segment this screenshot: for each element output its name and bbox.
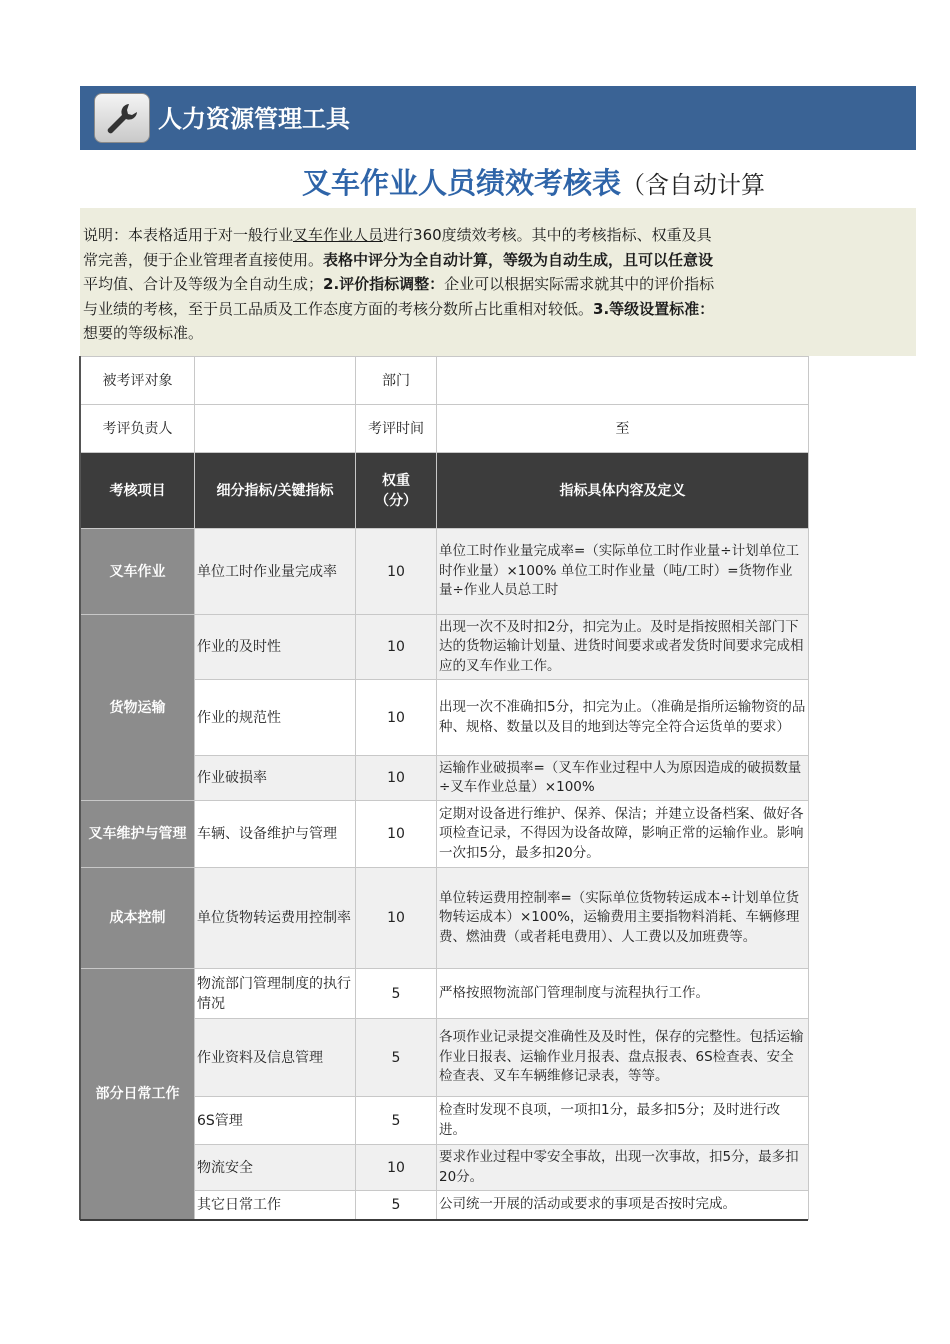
indicator-cell[interactable]: 6S管理: [195, 1097, 356, 1145]
weight-cell[interactable]: 10: [356, 868, 437, 969]
note-part: 常完善，便于企业管理者直接使用。: [83, 250, 324, 269]
banner-title: 人力资源管理工具: [158, 105, 350, 133]
indicator-cell[interactable]: 单位工时作业量完成率: [195, 529, 356, 615]
note-bold: 2.评价指标调整：: [323, 275, 445, 293]
table-row: [81, 969, 809, 1019]
weight-cell[interactable]: 10: [356, 680, 437, 756]
instructions-text: [83, 223, 810, 346]
dept-label: 部门: [356, 357, 437, 405]
info-row: [81, 405, 809, 453]
definition-cell[interactable]: 要求作业过程中零安全事故，出现一次事故，扣5分，最多扣20分。: [437, 1145, 809, 1191]
note-part: 想要的等级标准。: [83, 324, 204, 342]
category-cell: 部分日常工作: [81, 969, 195, 1220]
definition-cell[interactable]: 检查时发现不良项，一项扣1分，最多扣5分；及时进行改进。: [437, 1097, 809, 1145]
header-row: [81, 453, 809, 529]
info-row: [81, 357, 809, 405]
weight-cell[interactable]: 10: [356, 529, 437, 615]
indicator-cell[interactable]: 车辆、设备维护与管理: [195, 801, 356, 868]
subject-label: 被考评对象: [81, 357, 195, 405]
weight-cell[interactable]: 10: [356, 1145, 437, 1191]
definition-cell[interactable]: 运输作业破损率=（叉车作业过程中人为原因造成的破损数量÷叉车作业总量）×100%: [437, 756, 809, 801]
owner-value-cell[interactable]: [195, 405, 356, 453]
indicator-cell[interactable]: 作业资料及信息管理: [195, 1019, 356, 1097]
evaluation-table: [80, 356, 809, 1220]
header-weight-line1: 权重: [382, 472, 410, 489]
table-bottom-border: [80, 1219, 808, 1221]
weight-cell[interactable]: 10: [356, 615, 437, 680]
weight-cell[interactable]: 10: [356, 801, 437, 868]
weight-cell[interactable]: 5: [356, 969, 437, 1019]
app-banner: [80, 86, 916, 150]
header-weight: [356, 453, 437, 529]
category-cell: 叉车作业: [81, 529, 195, 615]
owner-label: 考评负责人: [81, 405, 195, 453]
subject-value-cell[interactable]: [195, 357, 356, 405]
document-title: [302, 160, 916, 206]
table-left-border: [79, 356, 81, 1220]
definition-cell[interactable]: 定期对设备进行维护、保养、保洁；并建立设备档案、做好各项检查记录，不得因为设备故障，影响正常的运输作业。影响一次扣5分，最多扣20分。: [437, 801, 809, 868]
table-row: [81, 615, 809, 680]
indicator-cell[interactable]: 作业的规范性: [195, 680, 356, 756]
definition-cell[interactable]: 单位转运费用控制率=（实际单位货物转运成本÷计划单位货物转运成本）×100%，运输费用主要指物料消耗、车辆修理费、燃油费（或者耗电费用）、人工费以及加班费等。: [437, 868, 809, 969]
definition-cell[interactable]: 各项作业记录提交准确性及及时性，保存的完整性。包括运输作业日报表、运输作业月报表、盘点报表、6S检查表、安全检查表、叉车车辆维修记录表，等等。: [437, 1019, 809, 1097]
category-cell: 货物运输: [81, 615, 195, 801]
indicator-cell[interactable]: 物流安全: [195, 1145, 356, 1191]
definition-cell[interactable]: 出现一次不准确扣5分，扣完为止。（准确是指所运输物资的品种、规格、数量以及目的地到达等完全符合运货单的要求）: [437, 680, 809, 756]
time-label: 考评时间: [356, 405, 437, 453]
indicator-cell[interactable]: 单位货物转运费用控制率: [195, 868, 356, 969]
weight-cell[interactable]: 5: [356, 1019, 437, 1097]
note-part: 说明：本表格适用于对一般行业: [83, 226, 294, 244]
note-underlined-role: 叉车作业人员: [293, 226, 384, 244]
note-part: 企业可以根据实际需求就其中的评价指标: [444, 275, 715, 293]
document-title-subtitle: （含自动计算: [621, 171, 766, 199]
wrench-icon: [94, 93, 150, 143]
definition-cell[interactable]: 公司统一开展的活动或要求的事项是否按时完成。: [437, 1191, 809, 1220]
definition-cell[interactable]: 单位工时作业量完成率=（实际单位工时作业量÷计划单位工时作业量）×100% 单位工时作业量（吨/工时）=货物作业量÷作业人员总工时: [437, 529, 809, 615]
definition-cell[interactable]: 出现一次不及时扣2分，扣完为止。及时是指按照相关部门下达的货物运输计划量、进货时间要求或者发货时间要求完成相应的叉车作业工作。: [437, 615, 809, 680]
note-bold: 3.等级设置标准：: [593, 299, 715, 318]
header-weight-line2: （分）: [375, 492, 417, 509]
time-value-cell[interactable]: 至: [437, 405, 809, 453]
indicator-cell[interactable]: 物流部门管理制度的执行情况: [195, 969, 356, 1019]
note-part: 平均值、合计及等级为全自动生成；: [83, 275, 324, 293]
indicator-cell[interactable]: 其它日常工作: [195, 1191, 356, 1220]
table-row: [81, 529, 809, 615]
category-cell: 叉车维护与管理: [81, 801, 195, 868]
header-definition: 指标具体内容及定义: [437, 453, 809, 529]
weight-cell[interactable]: 10: [356, 756, 437, 801]
document-title-main: 叉车作业人员绩效考核表: [302, 166, 622, 200]
definition-cell[interactable]: 严格按照物流部门管理制度与流程执行工作。: [437, 969, 809, 1019]
dept-value-cell[interactable]: [437, 357, 809, 405]
note-part: 进行360度绩效考核。其中的考核指标、权重及具: [383, 226, 712, 244]
weight-cell[interactable]: 5: [356, 1097, 437, 1145]
category-cell: 成本控制: [81, 868, 195, 969]
table-row: [81, 868, 809, 969]
header-indicator: 细分指标/关键指标: [195, 453, 356, 529]
note-bold: 表格中评分为全自动计算，等级为自动生成，且可以任意设: [323, 250, 714, 269]
table-row: [81, 801, 809, 868]
instructions-box: [80, 208, 916, 356]
header-category: 考核项目: [81, 453, 195, 529]
note-part: 与业绩的考核，至于员工品质及工作态度方面的考核分数所占比重相对较低。: [83, 299, 594, 318]
weight-cell[interactable]: 5: [356, 1191, 437, 1220]
indicator-cell[interactable]: 作业破损率: [195, 756, 356, 801]
indicator-cell[interactable]: 作业的及时性: [195, 615, 356, 680]
